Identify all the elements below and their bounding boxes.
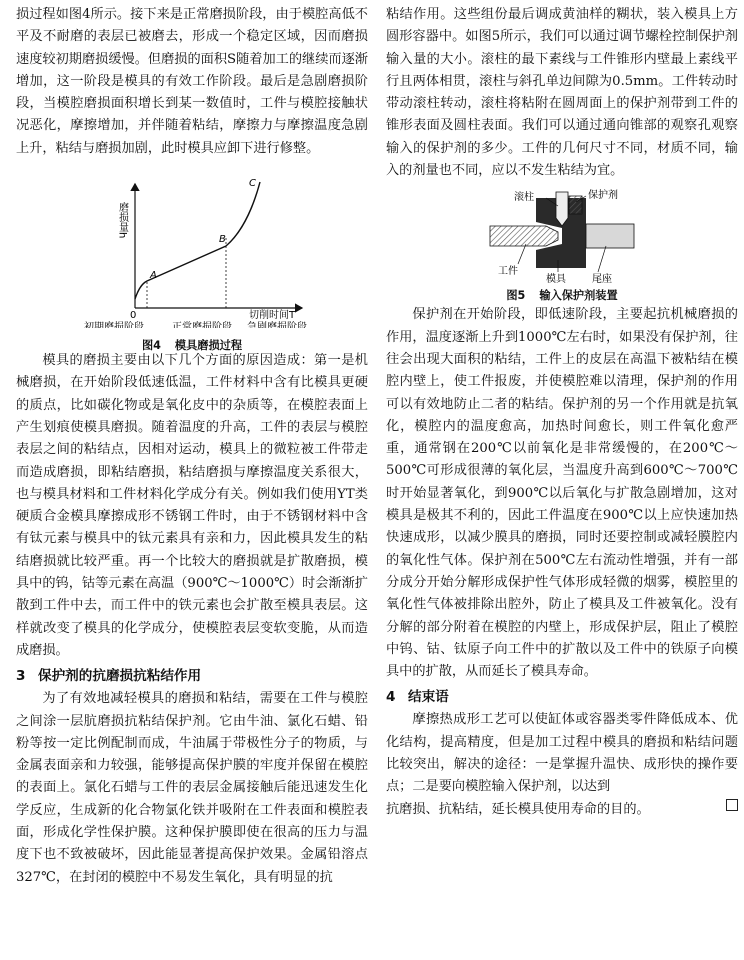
stage-3-label: 急剧磨损阶段 [247,322,307,329]
conclusion-last-line [386,799,738,821]
section-4-number: 4 [386,689,396,706]
section-3-title: 保护剂的抗磨损抗粘结作用 [38,668,202,685]
point-b-label: B [219,234,226,246]
leader-tail [598,246,606,272]
x-axis-label: 切削时间T [249,310,296,322]
paragraph-protective-agent: 为了有效地减轻模具的磨损和粘结，需要在工件与模腔之间涂一层肮磨损抗粘结保护剂。它由牛油、氯化石蜡、铅粉等按一定比例配制而成，牛油属于带极性分子的物质，与金属表面亲和力较强，能够提高保护膜的牢度并保留在模腔的表面上。氯化石蜡与工件的表层金属接触后能迅速发生化学反应，生成新的化合物氯化铁并吸附在工件表面和模腔表面，形成化学性保护膜。这种保护膜即使在很高的压力与温度下也不致被破坏，因此能显著提高保护效果。金属铅溶点327℃，在封闭的模腔中不易发生氧化，具有明显的抗 [16,691,368,885]
figure-4-caption [16,338,368,354]
paragraph-wear-stages: 损过程如图4所示。接下来是正常磨损阶段，由于模腔高低不平及不耐磨的表层已被磨去，形成一个稳定区域，因而磨损速度较初期磨损缓慢。但磨损的面积S随着加工的继续而逐渐增加，这一阶段是模具的有效工作阶段。最后是急剧磨损阶段，当模腔磨损面积增长到某一数值时，工件与模腔接触状况恶化，摩擦增加，并伴随着粘结，摩擦力与摩擦温度急剧上升，粘结与磨损加剧，此时模具应卸下进行修整。 [16,7,368,156]
section-3-number: 3 [16,668,26,685]
figure-5-number: 图5 [506,289,526,303]
right-column [386,4,738,821]
wear-curve-diagram [16,160,368,328]
paragraph-agent-effect: 保护剂在开始阶段，即低速阶段，主要起抗机械磨损的作用，温度逐渐上升到1000℃左右时，如果没有保护剂，往往会出现大面积的粘结，工件上的皮层在高温下被粘结在模腔内壁上，使工件报废，并使模腔难以清理，保护剂的作用可以有效地防止二者的粘结。保护剂的另一个作用就是抗氧化，模腔内的温度愈高，加热时间愈长，则工件氧化愈严重，通常钢在200℃以前氧化是非常缓慢的，在200℃～500℃可形成很薄的氧化层，当温度升高到600℃～700℃时开始显著氧化，到900℃以后氧化与扩散急剧增加，这对模具是极其不利的，因此工件温度在900℃以上应快速加热快速成形，以减少膜具的磨损，同时还要控制或减轻膜腔内的氧化性气体。保护剂在500℃左右流动性增强，并有一部分成分开始分解形成保护性气体形成轻微的烟雾，模腔里的氧化性气体被排除出腔外，防止了模具及工件被氧化。没有分解的部分附着在模腔的内壁上，形成保护层，阻止了模腔中钨、钴、钛原子向工件中的扩散以及工件中的铁原子向模具中的扩散，从而延长了模具寿命。 [386,307,738,680]
figure-5-title: 输入保护剂装置 [539,289,618,303]
left-column [16,4,368,889]
paragraph-conclusion-end: 抗磨损、抗粘结，延长模具使用寿命的目的。 [386,801,650,817]
figure-4-title: 模具磨损过程 [174,339,243,353]
figure-4-number: 图4 [141,339,161,353]
paragraph-agent-feeding: 粘结作用。这些组份最后调成黄油样的糊状，装入模具上方圆形容器中。如图5所示，我们可以通过调节螺栓控制保护剂输入量的大小。滚柱的最下素线与工件锥形内壁最上素线平行且两体相贯，滚柱与斜孔单边间隙为0.5mm。工件转动时带动滚柱转动，滚柱将粘附在圆周面上的保护剂带到工件的锥形表面及圆柱表面。我们可以通过通向锥部的观察孔观察输入的保护剂的多少。工件的几何尺寸不同，材质不同，输入的剂量也不同，应以不发生粘结为宜。 [386,7,738,179]
figure-5 [386,188,738,303]
stage-2-label: 正常磨损阶段 [172,322,232,329]
wear-curve [135,182,260,299]
section-4-heading [386,685,738,709]
stage-1-label: 初期磨损阶段 [84,322,144,329]
origin-label: 0 [130,310,137,322]
paragraph-wear-causes: 模具的磨损主要由以下几个方面的原因造成：第一是机械磨损，在开始阶段低速低温，工件材料中含有比模具更硬的质点，比如碳化物或是氧化皮中的杂质等，在模腔表面上产生划痕使模具磨损。随着温度的升高，工件的表层与模腔表层之间的粘结点，因相对运动，模具上的微粒被工件带走而造成磨损，即粘结磨损，粘结磨损与摩擦温度关系很大，也与模具材料和工件材料化学成分有关。例如我们使用YT类硬质合金模具摩擦成形不锈钢工件时，由于不锈钢材料中含有钛元素与模具中的钛元素具有亲和力，因此模具发生的粘结磨损就比较严重。再一个比较大的磨损就是扩散磨损，模具中的钨，钴等元素在高温（900℃～1000℃）时会渐渐扩散到工件中去，而工件中的铁元素也会扩散至模具表层。这样就改变了模具的化学成分，使模腔表层变软变脆，从而造成磨损。 [16,353,368,658]
roller [556,192,568,226]
y-axis-label: 磨损量h [116,202,128,239]
workpiece-label: 工件 [498,266,518,278]
section-3-heading [16,664,368,688]
tail-label: 尾座 [592,274,612,285]
end-of-article-mark [726,799,738,811]
tailstock [586,224,634,248]
figure-4 [16,160,368,353]
paragraph-conclusion: 摩擦热成形工艺可以使缸体或容器类零件降低成本、优化结构，提高精度，但是加工过程中模具的磨损和粘结问题比较突出，解决的途径：一是掌握升温快、成形快的操作要点；二是要向模腔输入保护剂，以达到 [386,712,738,795]
die-label: 模具 [546,274,566,285]
point-a-label: A [150,270,157,282]
figure-5-caption [386,288,738,304]
agent-container [569,196,582,214]
feeding-device-diagram [386,188,738,284]
roller-label: 滚柱 [514,192,534,204]
section-4-title: 结束语 [408,689,449,706]
agent-label: 保护剂 [588,190,618,202]
point-c-label: C [249,178,256,190]
leader-workpiece [518,244,526,264]
workpiece [490,226,558,246]
